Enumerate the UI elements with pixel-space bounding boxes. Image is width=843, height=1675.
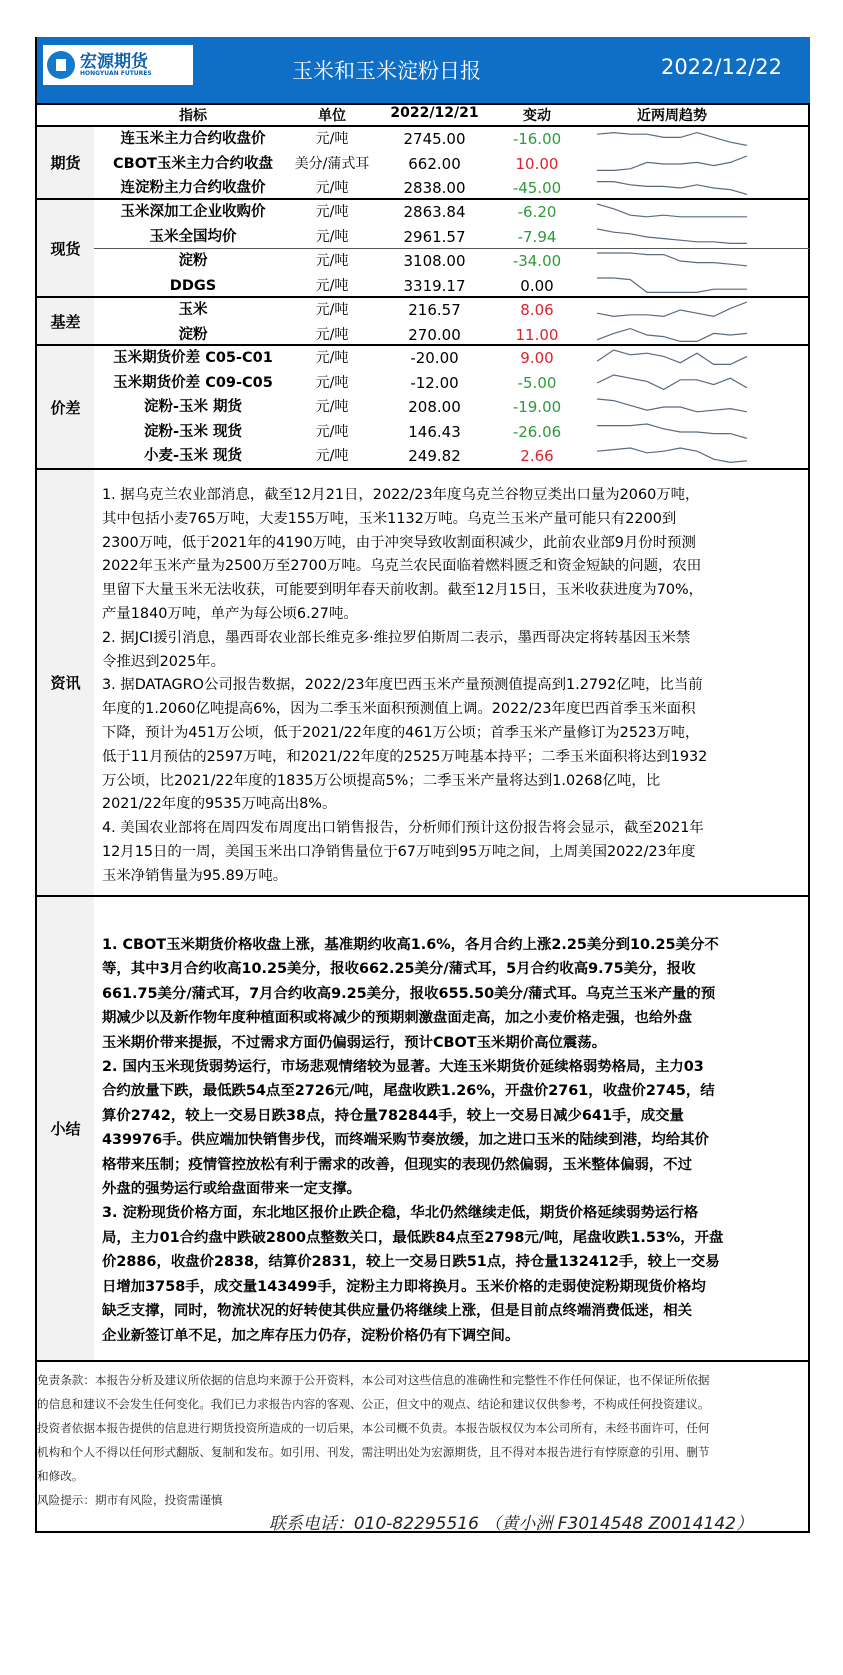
unit: 元/吨: [315, 228, 349, 245]
trend-line: [597, 182, 747, 195]
section-label: 价差: [37, 346, 94, 468]
trend-sparkline: [597, 227, 747, 247]
unit: 元/吨: [315, 204, 349, 220]
table-row: [37, 274, 810, 299]
unit: 元/吨: [315, 253, 349, 269]
disclaimer: [37, 1360, 810, 1507]
change: -5.00: [517, 373, 557, 392]
trend-sparkline: [597, 422, 747, 442]
section-divider: [94, 248, 810, 249]
disclaimer-line: 机构和个人不得以任何形式翻版、复制和发布。如引用、刊发，需注明出处为宏源期货，且不得对本报告进行有悖原意的引用、删节: [37, 1445, 710, 1459]
change: -6.20: [517, 203, 557, 221]
indicator-name: 连玉米主力合约收盘价: [120, 131, 266, 147]
trend-sparkline: [597, 348, 747, 368]
summary-line: 日增加3758手，成交量143499手，淀粉主力即将换月。玉米价格的走弱使淀粉期现货价格均: [102, 1278, 706, 1295]
value: 2863.84: [403, 203, 466, 221]
trend-sparkline: [597, 154, 747, 174]
table-row: [37, 249, 810, 274]
value: 208.00: [408, 398, 461, 416]
section-2: [37, 296, 810, 344]
trend-line: [597, 253, 747, 266]
logo-cn: 宏源期货: [80, 51, 148, 72]
summary-line: 3. 淀粉现货价格方面，东北地区报价止跌企稳，华北仍然继续走低，期货价格延续弱势运行格: [102, 1205, 699, 1222]
trend-line: [597, 156, 747, 170]
table-row: [37, 444, 810, 469]
trend-line: [597, 204, 747, 217]
summary-line: 期减少以及新作物年度种植面积或将减少的预期刺激盘面走高，加之小麦价格走强，也给外盘: [102, 1010, 693, 1027]
news-section: [37, 468, 810, 895]
logo-icon: [47, 51, 75, 79]
unit: 元/吨: [315, 302, 349, 318]
value: 270.00: [408, 325, 461, 344]
trend-sparkline: [597, 373, 747, 393]
news-line: 2. 据JCI援引消息，墨西哥农业部长维克多·维拉罗伯斯周二表示，墨西哥决定将转基因玉米禁: [102, 629, 691, 646]
summary-section: [37, 895, 810, 1360]
summary-text: [94, 897, 810, 1360]
summary-line: 格带来压制；疫情管控放松有利于需求的改善，但现实的表现仍然偏弱，玉米整体偏弱，不过: [102, 1156, 693, 1173]
disclaimer-line: 风险提示：期市有风险，投资需谨慎: [37, 1493, 223, 1507]
section-label: 基差: [37, 298, 94, 344]
value: 2745.00: [403, 130, 466, 148]
section-3: [37, 344, 810, 468]
indicator-name: 玉米期货价差 C05-C01: [113, 350, 273, 366]
value: -12.00: [410, 373, 459, 392]
change: -16.00: [512, 130, 562, 148]
trend-line: [597, 328, 747, 341]
table-row: [37, 298, 810, 323]
indicator-name: 玉米: [178, 302, 208, 318]
value: 216.57: [408, 301, 461, 319]
unit: 元/吨: [315, 423, 349, 440]
news-line: 年度的1.2060亿吨提高6%，因为二季玉米面积预测值上调。2022/23年度巴西首季玉米面积: [102, 701, 696, 718]
indicator-name: DDGS: [169, 277, 217, 294]
trend-line: [597, 448, 747, 462]
disclaimer-line: 投资者依据本报告提供的信息进行期货投资所造成的一切后果，本公司概不负责。本报告版权仅为本公司所有，未经书面许可，任何: [37, 1421, 710, 1435]
news-line: 下降，预计为451万公顷，低于2021/22年度的461万公顷；首季玉米产量修订为2523万吨，: [102, 724, 700, 741]
trend-sparkline: [597, 300, 747, 320]
summary-line: 661.75美分/蒲式耳，7月合约收高9.25美分，报收655.50美分/蒲式耳。乌克兰玉米产量的预: [102, 985, 716, 1002]
col-trend: 近两周趋势: [637, 108, 707, 124]
table-row: [37, 176, 810, 201]
table-row: [37, 200, 810, 225]
trend-sparkline: [597, 178, 747, 198]
indicator-name: 玉米深加工企业收购价: [120, 204, 266, 220]
news-line: 里留下大量玉米无法收获，可能要到明年春天前收割。截至12月15日，玉米收获进度为70%，: [102, 582, 704, 599]
trend-line: [597, 424, 747, 438]
company-logo: [43, 45, 193, 85]
trend-line: [597, 229, 747, 243]
summary-line: 等，其中3月合约收高10.25美分，报收662.25美分/蒲式耳，5月合约收高9.75美分，报收: [102, 961, 696, 978]
unit: 美分/蒲式耳: [294, 155, 370, 172]
news-line: 万公顷，比2021/22年度的1835万公顷提高5%；二季玉米产量将达到1.0268亿吨，比: [102, 772, 661, 789]
trend-sparkline: [597, 129, 747, 149]
news-line: 令推迟到2025年。: [102, 653, 225, 670]
value: 249.82: [408, 447, 461, 465]
summary-line: 玉米期价带来提振，不过需求方面仍偏弱运行，预计CBOT玉米期价高位震荡。: [102, 1034, 607, 1051]
news-line: 玉米净销售量为95.89万吨。: [102, 867, 288, 884]
trend-line: [597, 302, 747, 316]
change: 11.00: [515, 325, 559, 344]
change: -45.00: [512, 179, 562, 197]
value: 2838.00: [403, 179, 466, 197]
indicator-name: CBOT玉米主力合约收盘: [113, 155, 273, 172]
summary-label: 小结: [37, 897, 94, 1360]
summary-line: 企业新签订单不足，加之库存压力仍存，淀粉价格仍有下调空间。: [102, 1327, 520, 1344]
value: 662.00: [408, 154, 461, 173]
col-indicator: 指标: [179, 108, 207, 124]
change: -19.00: [512, 398, 562, 416]
table-header: [37, 103, 810, 125]
unit: 元/吨: [315, 448, 349, 464]
summary-line: 局，主力01合约盘中跌破2800点整数关口，最低跌84点至2798元/吨，尾盘收跌1.53%，开盘: [102, 1229, 724, 1246]
change: 9.00: [520, 349, 554, 367]
unit: 元/吨: [315, 326, 349, 343]
unit: 元/吨: [315, 131, 349, 147]
trend-line: [597, 133, 747, 146]
summary-line: 缺乏支撑，同时，物流状况的好转使其供应量仍将继续上涨，但是目前点终端消费低迷，相关: [102, 1303, 693, 1320]
indicator-name: 玉米全国均价: [149, 228, 237, 245]
news-line: 4. 美国农业部将在周四发布周度出口销售报告，分析师们预计这份报告将会显示，截至2021年: [102, 820, 704, 837]
summary-line: 外盘的强势运行或给盘面带来一定支撑。: [102, 1181, 362, 1198]
summary-line: 439976手。供应端加快销售步伐，而终端采购节奏放缓，加之进口玉米的陆续到港，均给其价: [102, 1132, 709, 1149]
value: 3319.17: [403, 276, 466, 295]
section-1: [37, 198, 810, 296]
unit: 元/吨: [315, 180, 349, 196]
table-row: [37, 420, 810, 445]
value: -20.00: [410, 349, 459, 367]
trend-line: [597, 350, 747, 364]
trend-sparkline: [597, 325, 747, 345]
news-line: 低于11月预估的2597万吨，和2021/22年度的2525万吨基本持平；二季玉米面积将达到1932: [102, 748, 708, 765]
logo-en: HONGYUAN FUTURES: [80, 69, 152, 77]
change: -7.94: [517, 227, 557, 246]
news-line: 产量1840万吨，单产为每公顷6.27吨。: [102, 605, 358, 622]
indicator-name: 淀粉-玉米 期货: [143, 399, 243, 415]
change: 2.66: [520, 447, 554, 465]
change: -26.06: [512, 422, 562, 441]
indicator-name: 淀粉-玉米 现货: [143, 423, 243, 440]
daily-report: [35, 37, 810, 1533]
news-line: 2021/22年度的9535万吨高出8%。: [102, 796, 337, 813]
news-line: 3. 据DATAGRO公司报告数据，2022/23年度巴西玉米产量预测值提高到1.2792亿吨，比当前: [102, 677, 703, 694]
section-label: 现货: [37, 200, 94, 296]
trend-line: [597, 399, 747, 412]
indicator-name: 连淀粉主力合约收盘价: [120, 180, 266, 196]
table-row: [37, 127, 810, 152]
summary-line: 合约放量下跌，最低跌54点至2726元/吨，尾盘收跌1.26%，开盘价2761，收盘价2745，结: [102, 1083, 715, 1100]
summary-line: 2. 国内玉米现货弱势运行，市场悲观情绪较为显著。大连玉米期货价延续格弱势格局，主力03: [102, 1059, 704, 1076]
table-row: [37, 395, 810, 420]
news-line: 2022年玉米产量为2500万至2700万吨。乌克兰农民面临着燃料匮乏和资金短缺的问题，农田: [102, 558, 702, 575]
report-date: 2022/12/22: [660, 55, 782, 79]
change: 0.00: [520, 276, 554, 295]
news-line: 2300万吨，低于2021年的4190万吨，由于冲突导致收割面积减少，此前农业部9月份时预测: [102, 534, 696, 551]
unit: 元/吨: [315, 277, 349, 294]
news-line: 其中包括小麦765万吨，大麦155万吨，玉米1132万吨。乌克兰玉米产量可能只有2200到: [102, 510, 677, 527]
table-row: [37, 152, 810, 177]
section-0: [37, 125, 810, 198]
col-unit: 单位: [318, 108, 346, 124]
value: 2961.57: [403, 227, 466, 246]
unit: 元/吨: [315, 374, 349, 391]
trend-sparkline: [597, 202, 747, 222]
change: -34.00: [512, 252, 562, 270]
summary-line: 价2886，收盘价2838，结算价2831，较上一交易日跌51点，持仓量132412手，较上一交易: [102, 1254, 720, 1271]
trend-sparkline: [597, 251, 747, 271]
trend-sparkline: [597, 446, 747, 466]
news-line: 1. 据乌克兰农业部消息，截至12月21日，2022/23年度乌克兰谷物豆类出口量为2060万吨，: [102, 487, 700, 503]
report-title: 玉米和玉米淀粉日报: [292, 59, 481, 83]
value: 146.43: [408, 422, 461, 441]
summary-line: 1. CBOT玉米期货价格收盘上涨，基准期约收高1.6%，各月合约上涨2.25美分到10.25美分不: [102, 937, 719, 953]
col-date: 2022/12/21: [390, 105, 479, 121]
trend-sparkline: [597, 276, 747, 296]
news-label: 资讯: [37, 470, 94, 895]
col-change: 变动: [523, 108, 551, 124]
unit: 元/吨: [315, 350, 349, 366]
contact-info: 联系电话：010-82295516 （黄小洲 F3014548 Z0014142）: [268, 1514, 753, 1534]
disclaimer-line: 的信息和建议不会发生任何变化。我们已力求报告内容的客观、公正，但文中的观点、结论和建议仅供参考，不构成任何投资建议。: [37, 1397, 710, 1411]
disclaimer-line: 免责条款：本报告分析及建议所依据的信息均来源于公开资料，本公司对这些信息的准确性和完整性不作任何保证，也不保证所依据: [37, 1373, 710, 1387]
news-text: [94, 470, 810, 895]
unit: 元/吨: [315, 399, 349, 415]
news-line: 12月15日的一周，美国玉米出口净销售量位于67万吨到95万吨之间，上周美国2022/23年度: [102, 843, 696, 860]
disclaimer-line: 和修改。: [37, 1469, 84, 1483]
value: 3108.00: [403, 252, 466, 270]
table-row: [37, 346, 810, 371]
table-row: [37, 371, 810, 396]
table-row: [37, 225, 810, 250]
change: 8.06: [520, 301, 554, 319]
trend-line: [597, 278, 747, 292]
summary-line: 算价2742，较上一交易日跌38点，持仓量782844手，较上一交易日减少641手，成交量: [102, 1107, 684, 1124]
indicator-name: 淀粉: [178, 253, 208, 269]
trend-line: [597, 375, 747, 389]
section-label: 期货: [37, 127, 94, 198]
contact-divider: [287, 1532, 808, 1533]
indicator-name: 淀粉: [178, 326, 208, 343]
report-header: [37, 37, 810, 103]
indicator-name: 小麦-玉米 现货: [143, 448, 243, 464]
change: 10.00: [515, 154, 559, 173]
indicator-name: 玉米期货价差 C09-C05: [113, 374, 273, 391]
trend-sparkline: [597, 397, 747, 417]
